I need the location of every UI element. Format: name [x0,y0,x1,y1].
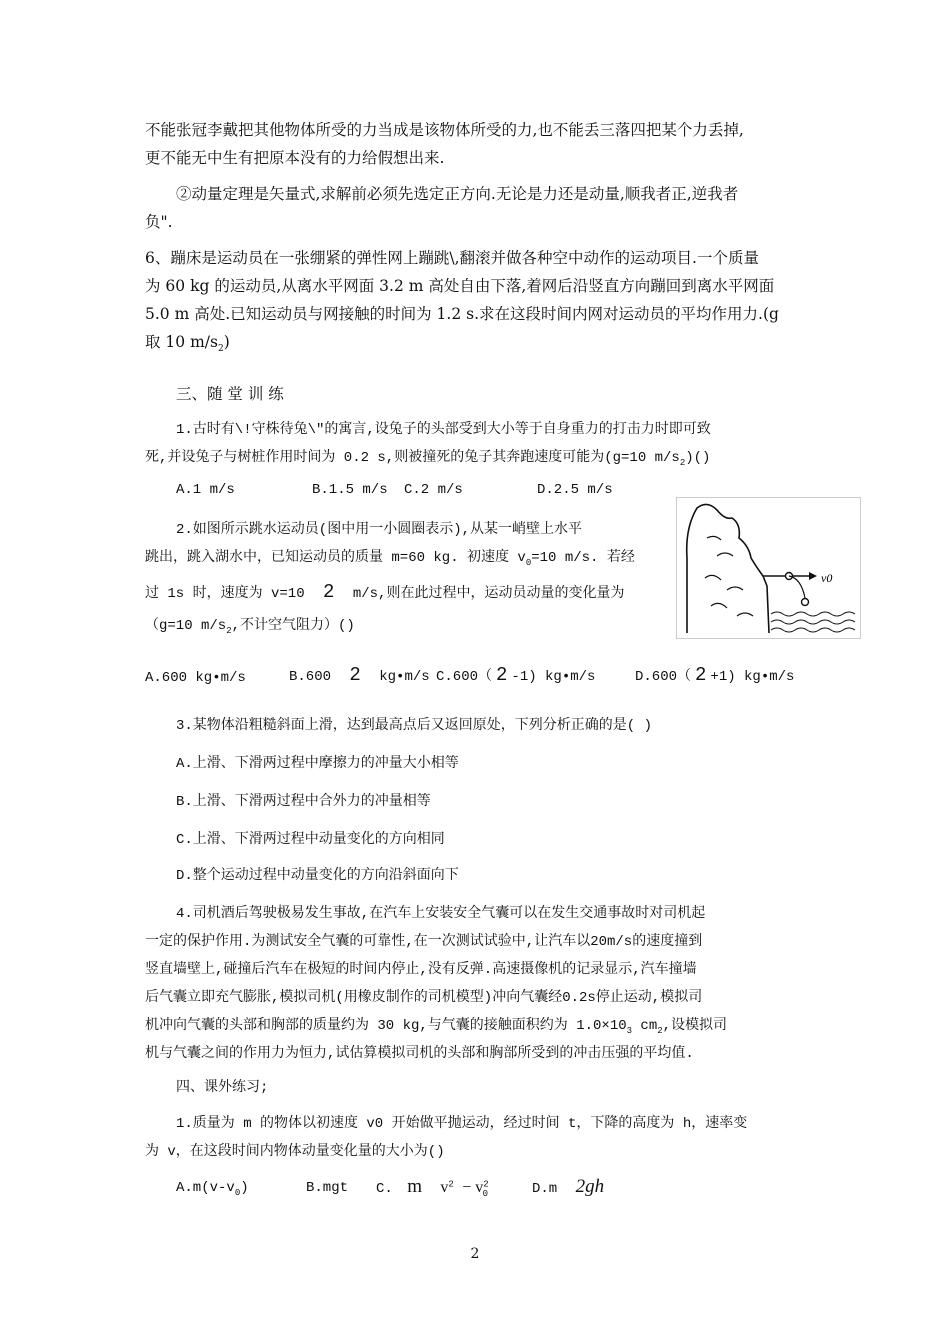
s3-q2-line-3-text: 过 1s 时，速度为 v=10 [145,586,305,602]
s4-q1-option-a-subscript: 0 [234,1187,241,1198]
s3-q2-option-b-sqrt: 2 [349,664,361,686]
q6-line-4-text: 取 10 m/s [145,333,218,351]
q6-line-1: 6、蹦床是运动员在一张绷紧的弹性网上蹦跳\,翻滚并做各种空中动作的运动项目.一个质量 [145,249,759,267]
water-wave [771,628,855,632]
s3-q2-option-c-unit: -1) kg•m/s [511,669,596,685]
s3-q2-line-3 [145,578,665,608]
q6-line-4 [145,328,810,363]
s4-q1-option-c-exp-2: 2 [483,1179,489,1190]
s3-q4-line-5-text: 机冲向气囊的头部和胸部的质量约为 30 kg,与气囊的接触面积约为 1.0×10 [145,1018,627,1034]
s3-q1-exp: 2 [679,457,686,468]
s3-q1-line-1: 1.古时有\!守株待兔\"的寓言,设兔子的头部受到大小等于自身重力的打击力时即可致 [176,422,711,438]
water-wave [771,620,855,624]
intro-line-1: 不能张冠李戴把其他物体所受的力当成是该物体所受的力,也不能丢三落四把某个力丢掉, [145,121,744,139]
s3-q1-line-2-text: 死,并设兔子与树桩作用时间为 0.2 s,则被撞死的兔子其奔跑速度可能为(g=10 m/s [145,450,680,466]
s3-q2-option-d-sqrt: 2 [695,664,707,686]
s4-q1-option-a [176,1180,249,1198]
diver-end [802,599,809,606]
s3-q4-line-3: 竖直墙壁上,碰撞后汽车在极短的时间内停止,没有反弹.高速摄像机的记录显示,汽车撞墙 [145,962,697,978]
s3-q2-line-2 [145,544,665,577]
cliff-stroke [717,553,733,556]
s3-q2-sqrt-2: 2 [323,581,335,603]
q6-exp: 2 [217,344,224,355]
s4-q1-option-c-v: v [440,1179,449,1196]
s3-q2-option-b-unit: kg•m/s [379,669,430,685]
s4-q1-option-a-text: A.m(v-v [176,1180,235,1196]
s4-q1-option-c-text: C. [376,1181,393,1197]
s3-q2-option-a: A.600 kg•m/s [145,670,246,686]
s4-q1-option-d-expr: 2gh [575,1176,605,1197]
s3-q2-option-c [436,664,595,686]
s3-q3-option-c: C.上滑、下滑两过程中动量变化的方向相同 [176,832,445,848]
s3-q1-line-2-end: )() [685,450,711,466]
s3-q1-line-2 [145,444,810,477]
s3-q1-option-b: B.1.5 m/s [312,482,388,498]
s3-q4-exp-3: 3 [626,1025,633,1036]
s3-q2-line-4 [145,612,665,645]
s3-q4-line-6: 机与气囊之间的作用力为恒力,试估算模拟司机的头部和胸部所受到的冲击压强的平均值. [145,1046,694,1062]
s3-q3-option-d: D.整个运动过程中动量变化的方向沿斜面向下 [176,868,459,884]
page-number: 2 [470,1246,480,1262]
s3-q4-exp-2: 2 [657,1025,663,1036]
cliff-stroke [737,613,753,616]
s3-q2-option-c-sqrt: 2 [496,664,508,686]
s4-q1-option-c-sub: 0 [482,1188,489,1199]
cliff-stroke [705,575,721,580]
section-4-title: 四、课外练习; [176,1080,269,1096]
s3-q4-unit: cm [632,1018,658,1034]
s3-q3-stem: 3.某物体沿粗糙斜面上滑，达到最高点后又返回原处，下列分析正确的是( ) [176,718,653,734]
s3-q1-option-d: D.2.5 m/s [537,482,613,498]
s3-q2-line-1: 2.如图所示跳水运动员(图中用一小圆圈表示),从某一峭壁上水平 [176,522,583,538]
cliff-diagram [677,498,860,638]
s3-q3-option-a: A.上滑、下滑两过程中摩擦力的冲量大小相等 [176,756,459,772]
s3-q2-exp: 2 [226,625,232,636]
s3-q2-option-c-text: C.600（ [436,669,493,685]
arrow-head [809,572,817,580]
s4-q1-line-2: 为 v，在这段时间内物体动量变化量的大小为() [145,1144,445,1160]
cliff-stroke [727,587,743,590]
s3-q4-line-2: 一定的保护作用.为测试安全气囊的可靠性,在一次测试试验中,让汽车以20m/s的速度撞到 [145,934,703,950]
s4-q1-option-d-text: D.m [532,1181,558,1197]
q6-line-4-end: ) [223,333,230,351]
s3-q1-option-a: A.1 m/s [176,482,235,498]
water-wave [771,612,855,616]
q6-line-2: 为 60 kg 的运动员,从离水平网面 3.2 m 高处自由下落,着网后沿竖直方向蹦回到离水平网面 [145,277,775,295]
intro-line-2: 更不能无中生有把原本没有的力给假想出来. [145,149,445,167]
s3-q2-v0-subscript: 0 [525,557,532,568]
s4-q1-option-c-exp: 2 [448,1179,454,1190]
s3-q4-line-5-end: ,设模拟司 [662,1018,728,1034]
s3-q4-line-4: 后气囊立即充气膨胀,模拟司机(用橡皮制作的司机模型)冲向气囊经0.2s停止运动,模拟司 [145,990,703,1006]
cliff-stroke [711,603,727,608]
v0-label: v0 [821,571,833,585]
s4-q1-line-1: 1.质量为 m 的物体以初速度 v0 开始做平抛运动，经过时间 t，下降的高度为 h，速率变 [176,1116,748,1132]
s4-q1-option-d [532,1176,604,1198]
s3-q3-option-b: B.上滑、下滑两过程中合外力的冲量相等 [176,794,431,810]
s4-q1-option-c-m: m [407,1176,422,1197]
note-2-line-1: ②动量定理是矢量式,求解前必须先选定正方向.无论是力还是动量,顺我者正,逆我者 [176,185,739,203]
cliff-stroke [707,536,721,540]
cliff-outline [687,504,769,633]
s4-q1-option-c-minus-v: − v [462,1179,484,1196]
s4-q1-option-b: B.mgt [306,1180,349,1196]
s3-q2-option-b-text: B.600 [289,669,332,685]
s3-q2-option-d [635,664,794,686]
note-2-line-2: 负". [145,213,173,231]
q6-line-3: 5.0 m 高处.已知运动员与网接触的时间为 1.2 s.求在这段时间内网对运动员的平均作用力.(g [145,305,779,323]
s3-q2-line-2-end: =10 m/s. 若经 [531,550,635,566]
s3-q2-option-d-unit: +1) kg•m/s [710,669,795,685]
s3-q1-option-c: C.2 m/s [404,482,463,498]
section-3-title: 三、随 堂 训 练 [176,385,284,403]
s3-q2-option-d-text: D.600（ [635,669,692,685]
s3-q2-option-b [289,664,430,686]
s3-q2-line-2-text: 跳出，跳入湖水中，已知运动员的质量 m=60 kg. 初速度 v [145,550,526,566]
s3-q4-line-1: 4.司机酒后驾驶极易发生事故,在汽车上安装安全气囊可以在发生交通事故时对司机起 [176,906,706,922]
s4-q1-option-a-end: ) [240,1180,249,1196]
s3-q2-line-3-end: m/s,则在此过程中，运动员动量的变化量为 [352,586,625,602]
s3-q2-line-4-end: ,不计空气阻力）() [231,618,355,634]
s3-q2-line-4-text: （g=10 m/s [145,618,227,634]
cliff-diver-figure [676,497,861,639]
s4-q1-option-c [376,1176,488,1199]
